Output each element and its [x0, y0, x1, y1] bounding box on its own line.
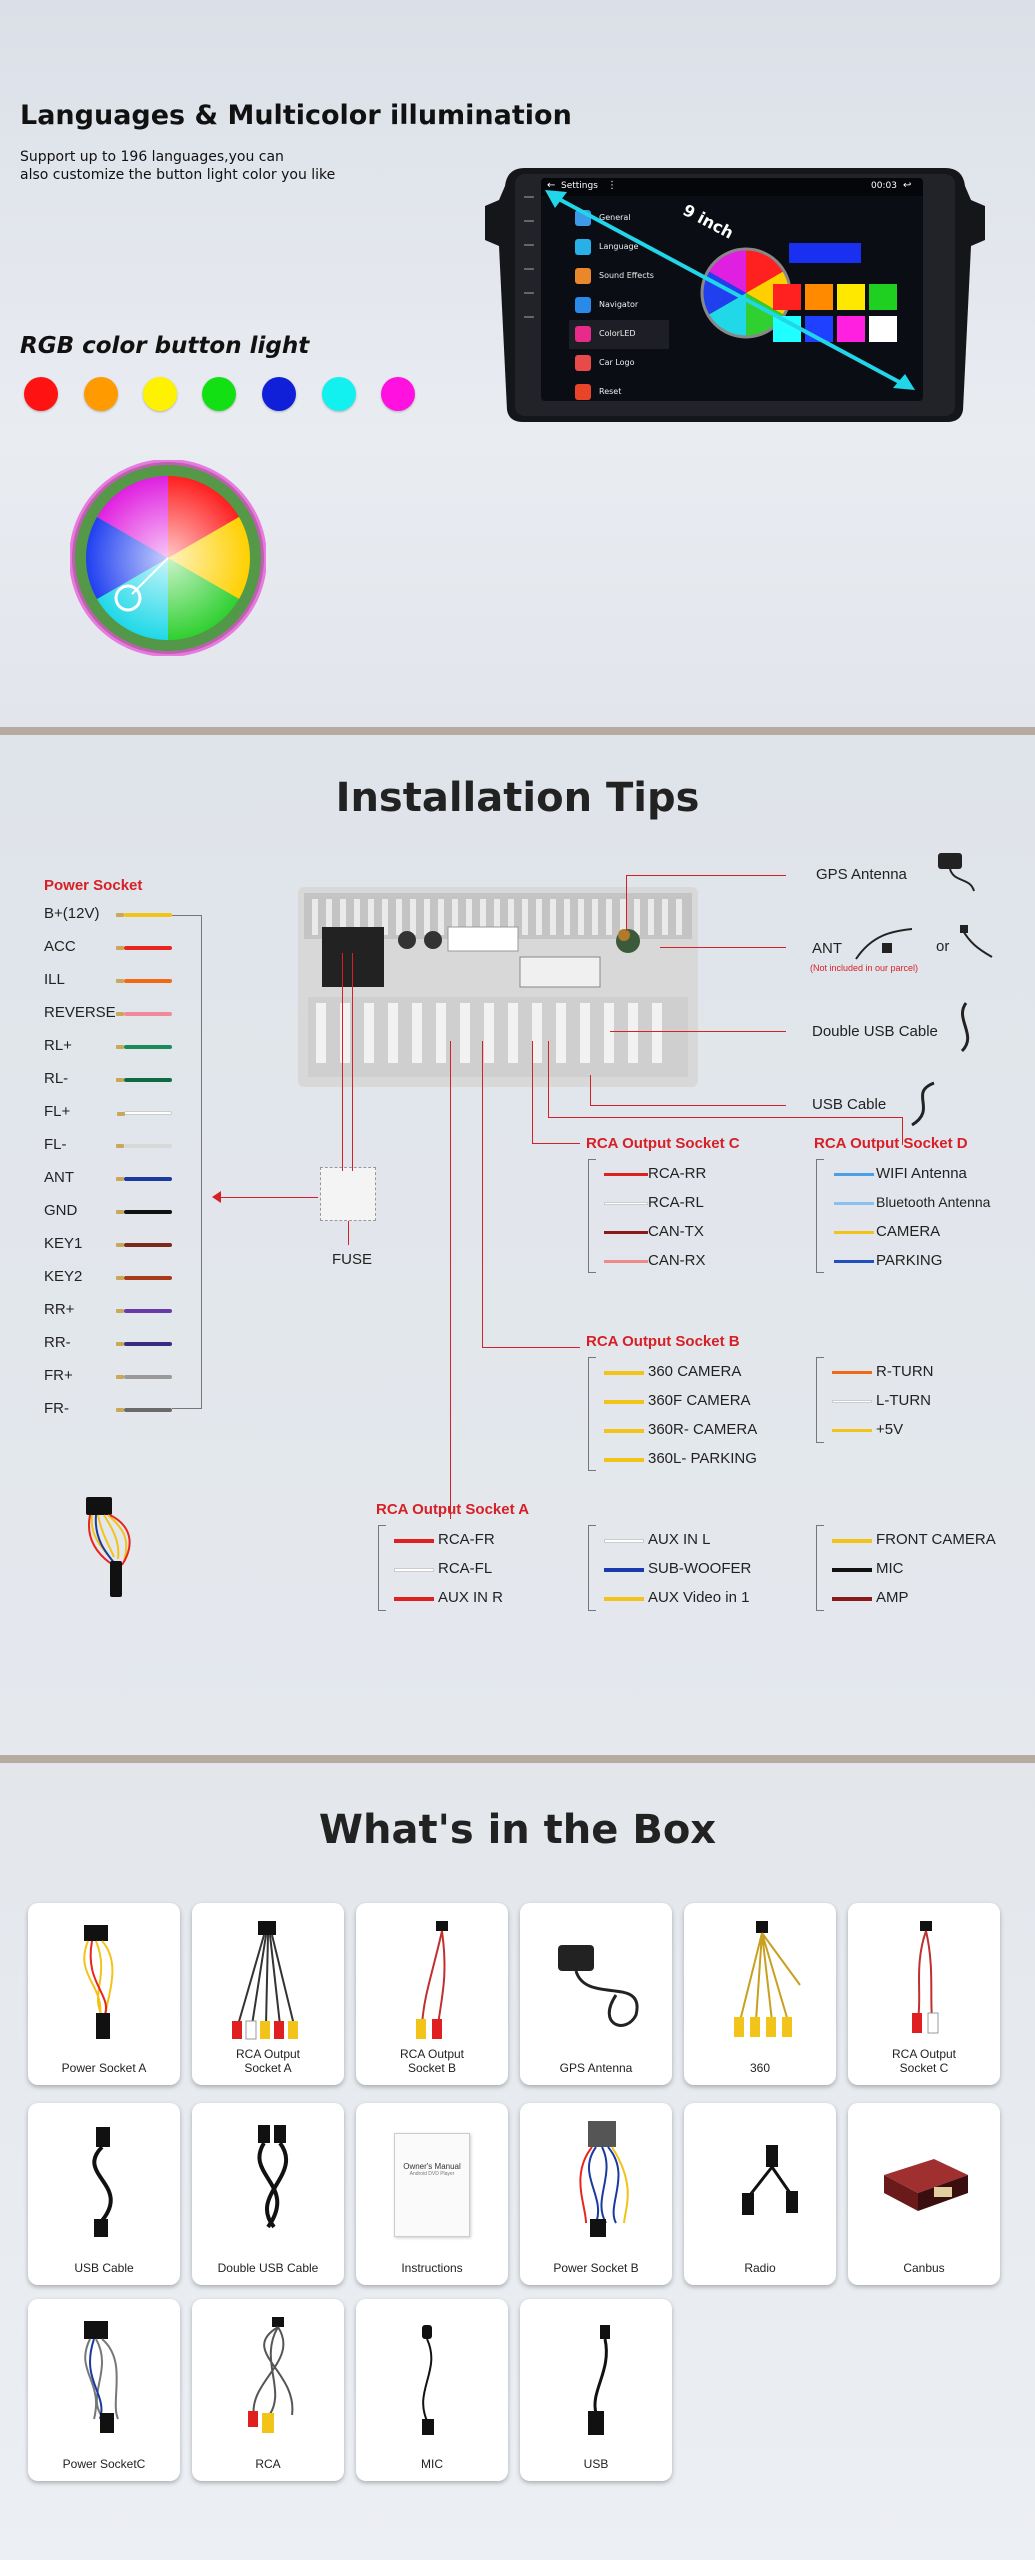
box-item	[28, 2103, 180, 2285]
menu-item-general[interactable]: General	[569, 204, 669, 233]
wire-red	[394, 1597, 434, 1601]
socket-b-item: 360F CAMERA	[648, 1392, 751, 1409]
color-dot-green	[202, 377, 236, 411]
color-dot-cyan	[322, 377, 356, 411]
socket-c-item: CAN-TX	[648, 1223, 704, 1240]
head-unit-back-icon	[298, 887, 698, 1087]
rca-cable-icon	[372, 1915, 492, 2045]
gps-antenna-icon	[930, 847, 986, 897]
wire-red	[124, 946, 172, 950]
box-section	[0, 1763, 1035, 2560]
divider	[0, 1755, 1035, 1763]
fuse-label: FUSE	[332, 1251, 373, 1268]
box-item-label: Power Socket A	[61, 2061, 147, 2075]
box-item-label: 360	[749, 2061, 771, 2075]
wire-black	[832, 1568, 872, 1572]
socket-a-item: SUB-WOOFER	[648, 1560, 752, 1577]
wire-gray	[124, 1375, 172, 1379]
wire-label: FL+	[44, 1103, 71, 1120]
wire-label: RL-	[44, 1070, 69, 1087]
rca-cable-icon	[864, 1915, 984, 2045]
menu-icon[interactable]: ⋮	[607, 180, 617, 191]
box-title: What's in the Box	[318, 1807, 717, 1853]
usb-adapter-icon	[536, 2311, 656, 2441]
back-arrow-icon[interactable]: ←	[547, 180, 556, 191]
canbus-box-icon	[864, 2115, 984, 2245]
wire-light-gray	[124, 1144, 172, 1148]
wire-yellow	[832, 1429, 872, 1432]
box-item	[520, 2103, 672, 2285]
box-item-label: Instructions	[401, 2261, 463, 2275]
socket-b-item: +5V	[876, 1421, 904, 1438]
box-item-label: GPS Antenna	[559, 2061, 633, 2075]
color-dot-yellow	[143, 377, 177, 411]
head-unit-screen	[541, 178, 923, 401]
ant-note: (Not included in our parcel)	[810, 963, 919, 973]
installation-title: Installation Tips	[335, 775, 700, 821]
menu-item-reset[interactable]: Reset	[569, 378, 669, 401]
harness-icon	[44, 1915, 164, 2045]
wire-label: KEY2	[44, 1268, 83, 1285]
wire-label: RL+	[44, 1037, 72, 1054]
wire-pink	[604, 1260, 648, 1263]
color-wheel-icon	[70, 460, 266, 656]
box-item-label: RCA Output Socket A	[235, 2047, 301, 2075]
divider	[0, 727, 1035, 735]
clock: 00:03	[871, 181, 897, 191]
wire-red	[394, 1539, 434, 1543]
box-item	[192, 2103, 344, 2285]
wire-white	[604, 1202, 648, 1205]
socket-a-title: RCA Output Socket A	[376, 1501, 530, 1518]
socket-b-item: R-TURN	[876, 1363, 934, 1380]
wire-white	[394, 1568, 434, 1572]
mic-icon	[372, 2311, 492, 2441]
wire-label: FR+	[44, 1367, 73, 1384]
wire-blue	[604, 1568, 644, 1572]
usb-cable-label: USB Cable	[812, 1096, 887, 1113]
box-item-label: USB Cable	[74, 2261, 134, 2275]
or-label: or	[936, 938, 950, 955]
box-item-label: Double USB Cable	[217, 2261, 319, 2275]
fm-antenna-icon	[852, 925, 916, 965]
socket-a-item: RCA-FL	[438, 1560, 493, 1577]
wire-yellow	[834, 1231, 874, 1234]
wire-purple	[124, 1309, 172, 1313]
languages-subtitle: Support up to 196 languages,you can also customize the button light color you like	[20, 149, 336, 183]
box-item	[356, 1903, 508, 2085]
rca-yellow-icon	[700, 1915, 820, 2045]
gps-antenna-label: GPS Antenna	[816, 866, 907, 883]
socket-d-title: RCA Output Socket D	[814, 1135, 968, 1152]
double-usb-icon	[948, 999, 984, 1055]
box-item	[848, 1903, 1000, 2085]
double-usb-icon	[208, 2115, 328, 2245]
menu-item-sound-effects[interactable]: Sound Effects	[569, 262, 669, 291]
wire-dark-purple	[124, 1342, 172, 1346]
box-item	[192, 2299, 344, 2481]
wire-yellow	[604, 1371, 644, 1375]
box-item	[848, 2103, 1000, 2285]
socket-b-item: L-TURN	[876, 1392, 931, 1409]
socket-b-item: 360R- CAMERA	[648, 1421, 758, 1438]
socket-c-item: RCA-RL	[648, 1194, 704, 1211]
wire-green	[124, 1045, 172, 1049]
socket-a-item: AUX Video in 1	[648, 1589, 750, 1606]
socket-b-title: RCA Output Socket B	[586, 1333, 740, 1350]
box-item	[356, 2103, 508, 2285]
wire-dark-gray	[124, 1408, 172, 1412]
box-item-label: RCA Output Socket C	[891, 2047, 957, 2075]
arrow-left-icon	[212, 1191, 221, 1203]
socket-a-item: AMP	[876, 1589, 909, 1606]
harness-icon	[536, 2115, 656, 2245]
diagonal-arrow-icon	[541, 178, 923, 401]
ant-label: ANT	[812, 940, 842, 957]
box-item	[684, 1903, 836, 2085]
wire-blue	[124, 1177, 172, 1181]
rgb-title: RGB color button light	[20, 333, 310, 359]
fm-adapter-icon	[956, 923, 998, 963]
power-socket-title: Power Socket	[44, 877, 143, 894]
gps-antenna-icon	[536, 1915, 656, 2045]
box-item	[520, 1903, 672, 2085]
wire-label: RR-	[44, 1334, 71, 1351]
menu-item-colorled[interactable]: ColorLED	[569, 320, 669, 349]
menu-item-car-logo[interactable]: Car Logo	[569, 349, 669, 378]
box-item	[520, 2299, 672, 2481]
wire-label: FL-	[44, 1136, 67, 1153]
socket-c-item: CAN-RX	[648, 1252, 706, 1269]
color-dot-blue	[262, 377, 296, 411]
menu-item-navigator[interactable]: Navigator	[569, 291, 669, 320]
wire-light-blue	[834, 1173, 874, 1176]
wire-label: GND	[44, 1202, 78, 1219]
settings-label: Settings	[561, 181, 598, 191]
socket-d-item: Bluetooth Antenna	[876, 1194, 991, 1210]
wire-dark-red	[832, 1597, 872, 1601]
box-item-label: Canbus	[903, 2261, 945, 2275]
wire-pink	[124, 1012, 172, 1016]
wire-label: ACC	[44, 938, 76, 955]
manual-icon: Owner's Manual Android DVD Player	[394, 2133, 470, 2237]
box-item-label: Radio	[744, 2261, 776, 2275]
return-icon[interactable]: ↩	[903, 180, 912, 191]
wire-white	[832, 1400, 872, 1403]
double-usb-label: Double USB Cable	[812, 1023, 938, 1040]
socket-a-item: FRONT CAMERA	[876, 1531, 996, 1548]
box-item	[28, 2299, 180, 2481]
socket-a-item: AUX IN R	[438, 1589, 504, 1606]
wire-blue	[834, 1260, 874, 1263]
wire-label: KEY1	[44, 1235, 83, 1252]
box-item-label: RCA	[255, 2457, 281, 2471]
box-item-label: Power Socket B	[553, 2261, 639, 2275]
socket-b-item: 360 CAMERA	[648, 1363, 742, 1380]
color-dot-orange	[84, 377, 118, 411]
wire-yellow	[604, 1458, 644, 1462]
wire-orange	[124, 979, 172, 983]
head-unit	[485, 160, 985, 425]
wire-label: FR-	[44, 1400, 69, 1417]
wire-dark-green	[124, 1078, 172, 1082]
socket-a-item: RCA-FR	[438, 1531, 495, 1548]
wire-pale-blue	[834, 1202, 874, 1205]
wire-label: ILL	[44, 971, 65, 988]
socket-a-item: MIC	[876, 1560, 904, 1577]
side-buttons	[521, 188, 537, 388]
box-item-label: MIC	[421, 2457, 443, 2471]
socket-a-item: AUX IN L	[648, 1531, 711, 1548]
fuse-box	[320, 1167, 376, 1221]
installation-section	[0, 735, 1035, 1755]
wire-yellow	[604, 1597, 644, 1601]
box-item	[192, 1903, 344, 2085]
box-item	[356, 2299, 508, 2481]
harness-icon	[44, 2311, 164, 2441]
wire-red	[604, 1173, 648, 1176]
languages-title: Languages & Multicolor illumination	[20, 100, 572, 131]
box-item-label: USB	[583, 2457, 609, 2471]
socket-b-item: 360L- PARKING	[648, 1450, 757, 1467]
languages-section	[0, 0, 1035, 727]
socket-c-item: RCA-RR	[648, 1165, 707, 1182]
socket-d-item: PARKING	[876, 1252, 943, 1269]
usb-cable-icon	[44, 2115, 164, 2245]
socket-c-title: RCA Output Socket C	[586, 1135, 740, 1152]
wire-yellow	[604, 1400, 644, 1404]
harness-icon	[80, 1495, 160, 1605]
wire-black	[124, 1210, 172, 1214]
wire-label: ANT	[44, 1169, 74, 1186]
usb-cable-icon	[904, 1079, 944, 1129]
wire-bracket	[172, 915, 202, 1409]
color-dot-red	[24, 377, 58, 411]
wire-orange	[832, 1371, 872, 1374]
wire-yellow	[124, 913, 172, 917]
menu-item-language[interactable]: Language	[569, 233, 669, 262]
wire-dark-red	[604, 1231, 648, 1234]
box-item	[28, 1903, 180, 2085]
size-label: 9 inch	[679, 200, 737, 243]
socket-d-item: WIFI Antenna	[876, 1165, 967, 1182]
wire-yellow	[832, 1539, 872, 1543]
wire-brown	[124, 1243, 172, 1247]
wire-label: REVERSE	[44, 1004, 116, 1021]
socket-d-item: CAMERA	[876, 1223, 941, 1240]
color-dot-magenta	[381, 377, 415, 411]
wire-yellow	[604, 1429, 644, 1433]
box-item-label: RCA Output Socket B	[399, 2047, 465, 2075]
wire-label: RR+	[44, 1301, 75, 1318]
wire-white	[124, 1111, 172, 1115]
wire-label: B+(12V)	[44, 905, 100, 922]
wire-white	[604, 1539, 644, 1543]
rca-bundle-icon	[208, 1915, 328, 2045]
wire-rust	[124, 1276, 172, 1280]
rca-cable-icon	[208, 2311, 328, 2441]
box-item-label: Power SocketC	[62, 2457, 146, 2471]
radio-adapter-icon	[700, 2115, 820, 2245]
box-item	[684, 2103, 836, 2285]
